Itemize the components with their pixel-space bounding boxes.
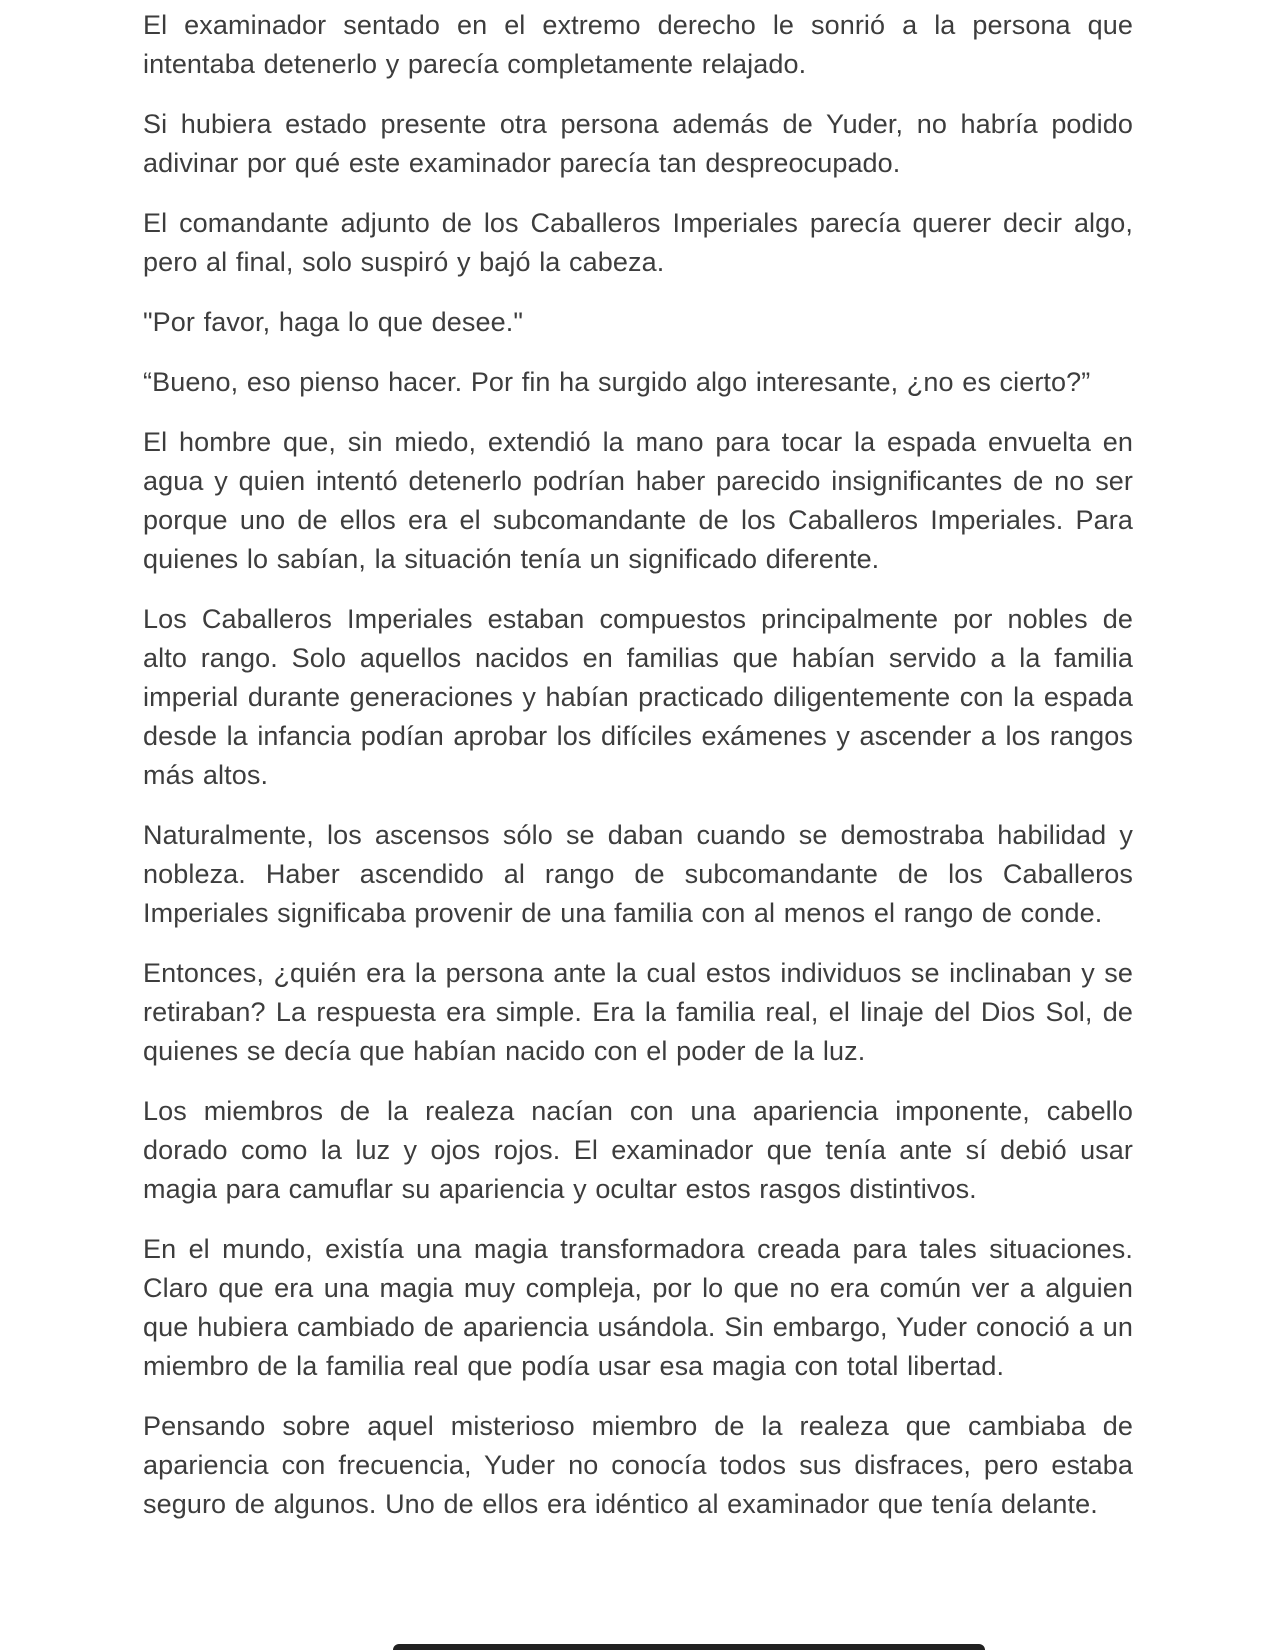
- paragraph-dialogue: "Por favor, haga lo que desee.": [143, 307, 524, 337]
- paragraph: El comandante adjunto de los Caballeros Imperiales parecía querer decir algo, pero al final, solo suspiró y bajó la cabeza.: [143, 208, 1133, 277]
- paragraph: Los miembros de la realeza nacían con una apariencia imponente, cabello dorado como la luz y ojos rojos. El examinador que tenía ante sí debió usar magia para camuflar su apariencia y ocultar estos rasgos distintivos.: [143, 1096, 1133, 1204]
- document-body: [143, 6, 1133, 1545]
- paragraph: Entonces, ¿quién era la persona ante la cual estos individuos se inclinaban y se retiraban? La respuesta era simple. Era la familia real, el linaje del Dios Sol, de quienes se decía que habían nacido con el poder de la luz.: [143, 958, 1133, 1066]
- paragraph: Los Caballeros Imperiales estaban compuestos principalmente por nobles de alto rango. Solo aquellos nacidos en familias que habían servido a la familia imperial durante generaciones y habían practicado diligentemente con la espada desde la infancia podían aprobar los difíciles exámenes y ascender a los rangos más altos.: [143, 604, 1133, 790]
- paragraph: Naturalmente, los ascensos sólo se daban cuando se demostraba habilidad y nobleza. Haber ascendido al rango de subcomandante de los Caballeros Imperiales significaba provenir de una familia con al menos el rango de conde.: [143, 820, 1133, 928]
- bottom-toolbar-edge: [393, 1644, 985, 1650]
- paragraph: Si hubiera estado presente otra persona además de Yuder, no habría podido adivinar por qué este examinador parecía tan despreocupado.: [143, 109, 1133, 178]
- paragraph: El examinador sentado en el extremo derecho le sonrió a la persona que intentaba detenerlo y parecía completamente relajado.: [143, 10, 1133, 79]
- paragraph: En el mundo, existía una magia transformadora creada para tales situaciones. Claro que era una magia muy compleja, por lo que no era común ver a alguien que hubiera cambiado de apariencia usándola. Sin embargo, Yuder conoció a un miembro de la familia real que podía usar esa magia con total libertad.: [143, 1234, 1133, 1381]
- paragraph-dialogue: “Bueno, eso pienso hacer. Por fin ha surgido algo interesante, ¿no es cierto?”: [143, 367, 1091, 397]
- paragraph: El hombre que, sin miedo, extendió la mano para tocar la espada envuelta en agua y quien intentó detenerlo podrían haber parecido insignificantes de no ser porque uno de ellos era el subcomandante de los Caballeros Imperiales. Para quienes lo sabían, la situación tenía un significado diferente.: [143, 427, 1133, 574]
- paragraph: Pensando sobre aquel misterioso miembro de la realeza que cambiaba de apariencia con frecuencia, Yuder no conocía todos sus disfraces, pero estaba seguro de algunos. Uno de ellos era idéntico al examinador que tenía delante.: [143, 1411, 1133, 1519]
